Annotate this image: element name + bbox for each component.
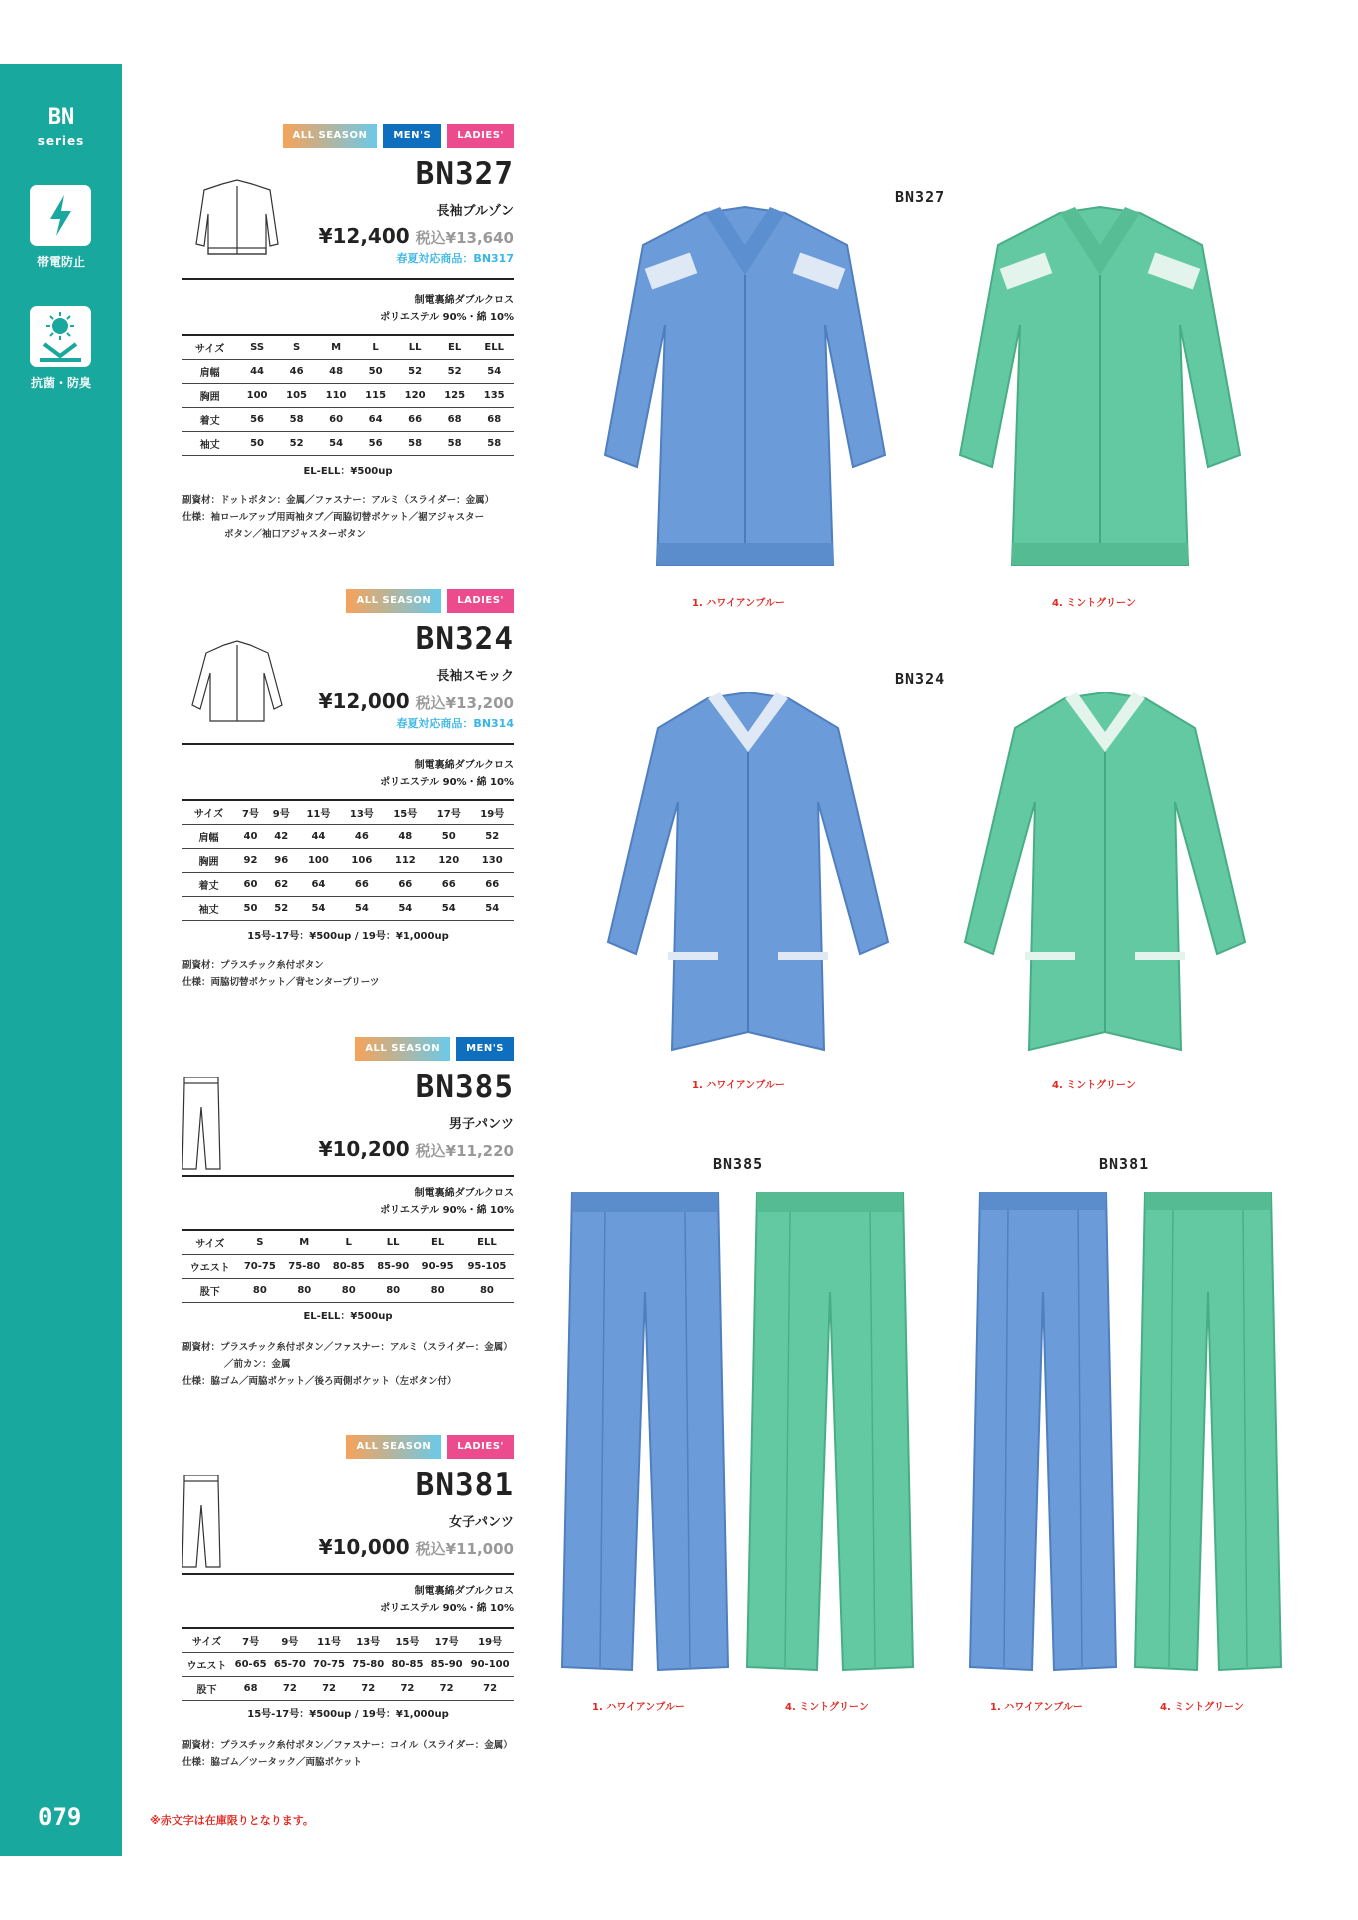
table-cell: 68 [231, 1677, 270, 1701]
spec-line: ／前カン：金属 [224, 1359, 291, 1370]
table-cell: 85-90 [427, 1653, 466, 1677]
table-cell: 54 [316, 432, 356, 456]
table-cell: 66 [427, 873, 470, 897]
table-cell: 50 [237, 432, 277, 456]
table-cell: 40 [235, 825, 266, 849]
table-cell: 120 [427, 849, 470, 873]
fabric-name: 制電裏綿ダブルクロス [414, 760, 514, 771]
product-name: 長袖ブルゾン [436, 204, 514, 219]
table-cell: 9号 [270, 1628, 309, 1653]
spec-line: 副資材：プラスチック糸付ボタン [182, 960, 324, 971]
smock-mint-photo [955, 692, 1255, 1062]
pants-sketch [182, 1475, 292, 1575]
fabric-info [380, 1583, 514, 1617]
tax-price: 税込¥13,200 [415, 694, 514, 712]
table-row [182, 1628, 514, 1653]
size-table [182, 334, 514, 456]
table-cell: 72 [309, 1677, 348, 1701]
table-cell: 46 [277, 360, 317, 384]
table-cell: 44 [237, 360, 277, 384]
color-name-blue: 1. ハワイアンブルー [592, 1702, 685, 1713]
table-cell: 48 [384, 825, 427, 849]
fabric-composition: ポリエステル 90%・綿 10% [380, 312, 514, 323]
table-row [182, 1653, 514, 1677]
pants-sketch [182, 1077, 292, 1177]
table-cell: EL [435, 335, 475, 360]
stock-footnote: ※赤文字は在庫限りとなります。 [150, 1814, 314, 1827]
table-cell: 80-85 [327, 1255, 371, 1279]
table-cell: 58 [474, 432, 514, 456]
table-row [182, 849, 514, 873]
table-cell: S [277, 335, 317, 360]
table-cell: 75-80 [349, 1653, 388, 1677]
table-cell: 着丈 [182, 408, 237, 432]
upcharge-note: EL-ELL：¥500up [303, 466, 393, 477]
fabric-name: 制電裏綿ダブルクロス [414, 295, 514, 306]
tax-price: 税込¥11,000 [415, 1540, 514, 1558]
antibacterial-icon [30, 306, 91, 367]
table-cell: 17号 [427, 1628, 466, 1653]
price: ¥12,000 [318, 689, 410, 713]
season-note: 春夏対応商品：BN314 [396, 717, 514, 730]
table-cell: 50 [235, 897, 266, 921]
tag-row [346, 589, 514, 613]
product-block-bn385 [182, 1037, 514, 1397]
table-cell: 100 [297, 849, 340, 873]
tag-all-season: ALL SEASON [283, 124, 378, 148]
blouson-mint-photo [940, 205, 1260, 575]
table-cell: 80 [238, 1279, 282, 1303]
table-cell: EL [415, 1230, 459, 1255]
color-name-mint: 4. ミントグリーン [1052, 1080, 1136, 1091]
spec-text [182, 1339, 522, 1390]
spec-text [182, 492, 522, 543]
tag-ladies: LADIES' [447, 589, 514, 613]
table-cell: 120 [395, 384, 435, 408]
table-cell: 64 [297, 873, 340, 897]
tag-ladies: LADIES' [447, 124, 514, 148]
table-cell: 106 [340, 849, 383, 873]
table-row [182, 360, 514, 384]
table-cell: S [238, 1230, 282, 1255]
feature-label-antibacterial: 抗菌・防臭 [30, 376, 91, 390]
spec-line: 副資材：プラスチック糸付ボタン／ファスナー：アルミ（スライダー：金属） [182, 1342, 513, 1353]
table-cell: LL [395, 335, 435, 360]
table-cell: 64 [356, 408, 396, 432]
table-cell: 13号 [340, 800, 383, 825]
table-cell: 66 [470, 873, 514, 897]
spec-line: 副資材：ドットボタン：金属／ファスナー：アルミ（スライダー：金属） [182, 495, 495, 506]
product-name: 長袖スモック [436, 669, 514, 684]
tag-all-season: ALL SEASON [346, 1435, 441, 1459]
table-cell: 80 [327, 1279, 371, 1303]
mens-pants-mint-photo [745, 1192, 915, 1677]
table-cell: ウエスト [182, 1653, 231, 1677]
product-block-bn327 [182, 124, 514, 544]
table-cell: 130 [470, 849, 514, 873]
tag-mens: MEN'S [383, 124, 441, 148]
table-cell: 48 [316, 360, 356, 384]
table-cell: 60-65 [231, 1653, 270, 1677]
upcharge-note: EL-ELL：¥500up [303, 1311, 393, 1322]
table-cell: 7号 [235, 800, 266, 825]
table-cell: 52 [470, 825, 514, 849]
table-cell: 袖丈 [182, 897, 235, 921]
price-row [319, 224, 514, 248]
fabric-info [380, 292, 514, 326]
table-cell: 80-85 [388, 1653, 427, 1677]
table-cell: 85-90 [371, 1255, 415, 1279]
divider [182, 278, 514, 280]
ladies-pants-mint-photo [1133, 1192, 1283, 1677]
table-cell: 50 [427, 825, 470, 849]
table-cell: 52 [266, 897, 297, 921]
table-row [182, 1255, 514, 1279]
fabric-name: 制電裏綿ダブルクロス [414, 1586, 514, 1597]
table-row [182, 408, 514, 432]
table-cell: 62 [266, 873, 297, 897]
table-cell: 胸囲 [182, 849, 235, 873]
spec-line: 仕様：脇ゴム／両脇ポケット／後ろ両側ポケット（左ボタン付） [182, 1376, 457, 1387]
table-cell: 70-75 [309, 1653, 348, 1677]
table-cell: 13号 [349, 1628, 388, 1653]
table-cell: 90-95 [415, 1255, 459, 1279]
fabric-info [380, 757, 514, 791]
table-cell: 100 [237, 384, 277, 408]
table-cell: 11号 [309, 1628, 348, 1653]
smock-sketch [182, 629, 292, 729]
table-cell: 19号 [466, 1628, 514, 1653]
table-row [182, 1677, 514, 1701]
product-code: BN385 [415, 1069, 514, 1105]
table-cell: 54 [470, 897, 514, 921]
table-cell: 95-105 [460, 1255, 514, 1279]
table-cell: 15号 [388, 1628, 427, 1653]
color-name-blue: 1. ハワイアンブルー [990, 1702, 1083, 1713]
table-cell: 110 [316, 384, 356, 408]
table-cell: 80 [282, 1279, 326, 1303]
table-cell: 92 [235, 849, 266, 873]
table-cell: 46 [340, 825, 383, 849]
table-cell: 72 [466, 1677, 514, 1701]
table-row [182, 800, 514, 825]
table-cell: 135 [474, 384, 514, 408]
price: ¥12,400 [318, 224, 410, 248]
tax-price: 税込¥13,640 [415, 229, 514, 247]
table-cell: サイズ [182, 1230, 238, 1255]
table-cell: 袖丈 [182, 432, 237, 456]
upcharge-note: 15号-17号：¥500up / 19号：¥1,000up [247, 931, 449, 942]
table-cell: 112 [384, 849, 427, 873]
table-cell: 19号 [470, 800, 514, 825]
table-cell: 96 [266, 849, 297, 873]
table-cell: 52 [277, 432, 317, 456]
price-row [319, 1137, 514, 1161]
ladies-pants-blue-photo [968, 1192, 1118, 1677]
page-number: 079 [38, 1803, 82, 1831]
photo-label-bn381: BN381 [1099, 1155, 1150, 1173]
divider [182, 1573, 514, 1575]
spec-line: 仕様：袖ロールアップ用両袖タブ／両脇切替ポケット／裾アジャスター [182, 512, 485, 523]
table-cell: M [282, 1230, 326, 1255]
tag-all-season: ALL SEASON [346, 589, 441, 613]
table-cell: 44 [297, 825, 340, 849]
table-row [182, 384, 514, 408]
table-cell: 72 [270, 1677, 309, 1701]
table-row [182, 432, 514, 456]
table-cell: 68 [435, 408, 475, 432]
smock-blue-photo [598, 692, 898, 1062]
table-cell: 80 [460, 1279, 514, 1303]
product-block-bn381 [182, 1435, 514, 1775]
price-row [319, 689, 514, 713]
size-table [182, 799, 514, 921]
spec-text [182, 957, 522, 991]
lightning-icon [30, 185, 91, 246]
divider [182, 1175, 514, 1177]
table-cell: 75-80 [282, 1255, 326, 1279]
table-cell: サイズ [182, 1628, 231, 1653]
table-row [182, 897, 514, 921]
table-cell: 72 [388, 1677, 427, 1701]
table-cell: 66 [395, 408, 435, 432]
tag-row [346, 1435, 514, 1459]
table-cell: L [356, 335, 396, 360]
table-cell: 72 [427, 1677, 466, 1701]
product-code: BN381 [415, 1467, 514, 1503]
size-table [182, 1229, 514, 1303]
table-cell: 52 [435, 360, 475, 384]
spec-line: 仕様：両脇切替ポケット／背センタープリーツ [182, 977, 380, 988]
fabric-name: 制電裏綿ダブルクロス [414, 1188, 514, 1199]
season-note: 春夏対応商品：BN317 [396, 252, 514, 265]
table-cell: 50 [356, 360, 396, 384]
table-cell: 胸囲 [182, 384, 237, 408]
series-title: BN [47, 105, 75, 130]
table-cell: 7号 [231, 1628, 270, 1653]
table-cell: 42 [266, 825, 297, 849]
table-cell: 80 [371, 1279, 415, 1303]
photo-label-bn385: BN385 [713, 1155, 764, 1173]
divider [182, 743, 514, 745]
table-cell: 90-100 [466, 1653, 514, 1677]
price-row [319, 1535, 514, 1559]
photo-label-bn327: BN327 [895, 188, 946, 206]
spec-text [182, 1737, 522, 1771]
color-name-mint: 4. ミントグリーン [1160, 1702, 1244, 1713]
table-cell: 65-70 [270, 1653, 309, 1677]
table-cell: 着丈 [182, 873, 235, 897]
table-cell: 54 [384, 897, 427, 921]
table-cell: 17号 [427, 800, 470, 825]
blouson-blue-photo [585, 205, 905, 575]
tag-row [283, 124, 514, 148]
series-subtitle: series [37, 134, 85, 148]
table-cell: 105 [277, 384, 317, 408]
product-block-bn324 [182, 589, 514, 989]
table-row [182, 1279, 514, 1303]
table-cell: 80 [415, 1279, 459, 1303]
table-cell: 56 [356, 432, 396, 456]
table-row [182, 873, 514, 897]
table-row [182, 825, 514, 849]
upcharge-note: 15号-17号：¥500up / 19号：¥1,000up [247, 1709, 449, 1720]
table-cell: 125 [435, 384, 475, 408]
table-cell: 肩幅 [182, 825, 235, 849]
color-name-blue: 1. ハワイアンブルー [692, 598, 785, 609]
table-cell: 56 [237, 408, 277, 432]
fabric-composition: ポリエステル 90%・綿 10% [380, 1205, 514, 1216]
table-cell: 15号 [384, 800, 427, 825]
table-cell: ELL [474, 335, 514, 360]
blouson-sketch [182, 164, 292, 264]
table-cell: 58 [277, 408, 317, 432]
table-cell: 9号 [266, 800, 297, 825]
fabric-composition: ポリエステル 90%・綿 10% [380, 777, 514, 788]
table-cell: ウエスト [182, 1255, 238, 1279]
table-cell: 60 [235, 873, 266, 897]
table-cell: 115 [356, 384, 396, 408]
size-table [182, 1627, 514, 1701]
fabric-composition: ポリエステル 90%・綿 10% [380, 1603, 514, 1614]
table-cell: 66 [384, 873, 427, 897]
spec-line: ボタン／袖口アジャスターボタン [224, 529, 366, 540]
table-cell: L [327, 1230, 371, 1255]
table-cell: 11号 [297, 800, 340, 825]
fabric-info [380, 1185, 514, 1219]
color-name-mint: 4. ミントグリーン [1052, 598, 1136, 609]
table-cell: サイズ [182, 335, 237, 360]
table-cell: 股下 [182, 1279, 238, 1303]
table-cell: 70-75 [238, 1255, 282, 1279]
table-cell: LL [371, 1230, 415, 1255]
spec-line: 副資材：プラスチック糸付ボタン／ファスナー：コイル（スライダー：金属） [182, 1740, 513, 1751]
tag-all-season: ALL SEASON [355, 1037, 450, 1061]
product-name: 女子パンツ [448, 1515, 514, 1530]
table-cell: 60 [316, 408, 356, 432]
product-name: 男子パンツ [448, 1117, 514, 1132]
price: ¥10,000 [318, 1535, 410, 1559]
table-cell: 66 [340, 873, 383, 897]
color-name-blue: 1. ハワイアンブルー [692, 1080, 785, 1091]
table-cell: 54 [427, 897, 470, 921]
table-row [182, 335, 514, 360]
tag-ladies: LADIES' [447, 1435, 514, 1459]
table-cell: 58 [435, 432, 475, 456]
feature-label-antistatic: 帯電防止 [36, 255, 85, 269]
table-cell: 72 [349, 1677, 388, 1701]
mens-pants-blue-photo [560, 1192, 730, 1677]
table-cell: 52 [395, 360, 435, 384]
table-cell: M [316, 335, 356, 360]
table-cell: 58 [395, 432, 435, 456]
color-name-mint: 4. ミントグリーン [785, 1702, 869, 1713]
table-cell: 股下 [182, 1677, 231, 1701]
tax-price: 税込¥11,220 [415, 1142, 514, 1160]
table-cell: 68 [474, 408, 514, 432]
table-cell: 肩幅 [182, 360, 237, 384]
tag-mens: MEN'S [456, 1037, 514, 1061]
table-cell: SS [237, 335, 277, 360]
table-cell: サイズ [182, 800, 235, 825]
product-code: BN324 [415, 621, 514, 657]
table-cell: 54 [340, 897, 383, 921]
tag-row [355, 1037, 514, 1061]
table-cell: 54 [474, 360, 514, 384]
table-row [182, 1230, 514, 1255]
price: ¥10,200 [318, 1137, 410, 1161]
spec-line: 仕様：脇ゴム／ツータック／両脇ポケット [182, 1757, 363, 1768]
product-code: BN327 [415, 156, 514, 192]
table-cell: ELL [460, 1230, 514, 1255]
photo-label-bn324: BN324 [895, 670, 946, 688]
table-cell: 54 [297, 897, 340, 921]
